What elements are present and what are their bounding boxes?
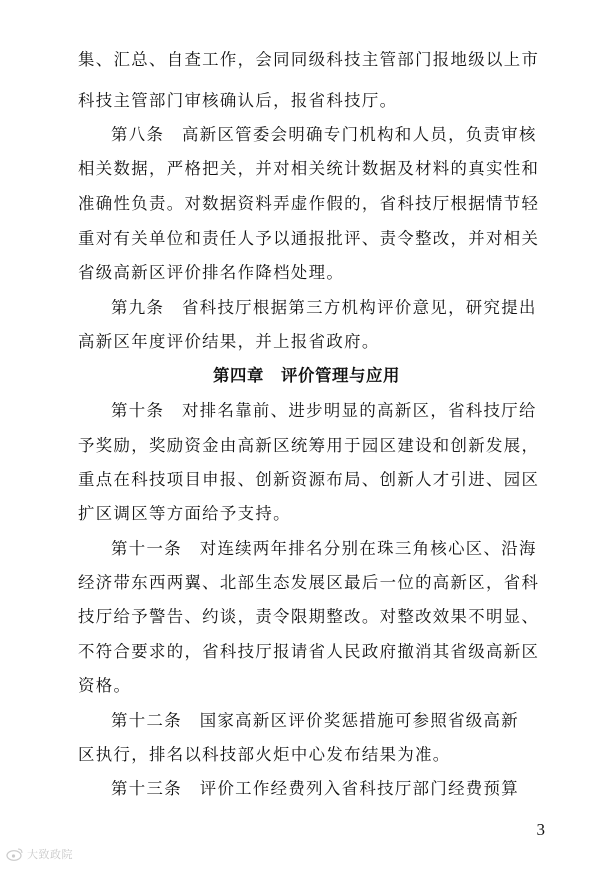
- paragraph-line: 不符合要求的，省科技厅报请省人民政府撤消其省级高新区: [78, 642, 540, 661]
- paragraph-line: 科技主管部门审核确认后，报省科技厅。: [78, 91, 398, 110]
- paragraph-line: 省级高新区评价排名作降档处理。: [78, 263, 345, 282]
- article-10-text: 对排名靠前、进步明显的高新区，省科技厅给: [181, 401, 537, 420]
- paragraph-line: 集、汇总、自查工作，会同同级科技主管部门报地级以上市: [78, 50, 540, 69]
- paragraph-line: 区执行，排名以科技部火炬中心发布结果为准。: [78, 745, 451, 764]
- paragraph-line: 重点在科技项目申报、创新资源布局、创新人才引进、园区: [78, 470, 540, 489]
- article-10-line: [111, 400, 538, 422]
- watermark: [6, 846, 73, 862]
- paragraph-line: 扩区调区等方面给予支持。: [78, 504, 291, 523]
- watermark-text: 大致政院: [27, 848, 73, 861]
- chapter-title: 第四章 评价管理与应用: [213, 366, 400, 385]
- article-9-line: 第九条 省科技厅根据第三方机构评价意见，研究提出: [111, 298, 537, 317]
- paragraph-line: 技厅给予警告、约谈，责令限期整改。对整改效果不明显、: [78, 607, 540, 626]
- paragraph-line: 准确性负责。对数据资料弄虚作假的，省科技厅根据情节轻: [78, 194, 540, 213]
- weibo-logo-icon: [6, 847, 24, 861]
- article-8-line: 第八条 高新区管委会明确专门机构和人员，负责审核: [111, 125, 537, 144]
- article-13-line: 第十三条 评价工作经费列入省科技厅部门经费预算: [111, 779, 520, 798]
- paragraph-line: 予奖励，奖励资金由高新区统筹用于园区建设和创新发展，: [78, 436, 540, 455]
- paragraph-line: 重对有关单位和责任人予以通报批评、责令整改，并对相关: [78, 229, 540, 248]
- paragraph-line: 资格。: [78, 676, 132, 695]
- paragraph-line: 高新区年度评价结果，并上报省政府。: [78, 332, 380, 351]
- paragraph-line: 相关数据，严格把关，并对相关统计数据及材料的真实性和: [78, 159, 540, 178]
- article-12-line: 第十二条 国家高新区评价奖惩措施可参照省级高新: [111, 711, 520, 730]
- article-11-line: 第十一条 对连续两年排名分别在珠三角核心区、沿海: [111, 539, 537, 558]
- paragraph-line: 经济带东西两翼、北部生态发展区最后一位的高新区，省科: [78, 573, 540, 592]
- article-10-prefix: 第十条: [111, 401, 182, 420]
- page-number: 3: [536, 820, 545, 839]
